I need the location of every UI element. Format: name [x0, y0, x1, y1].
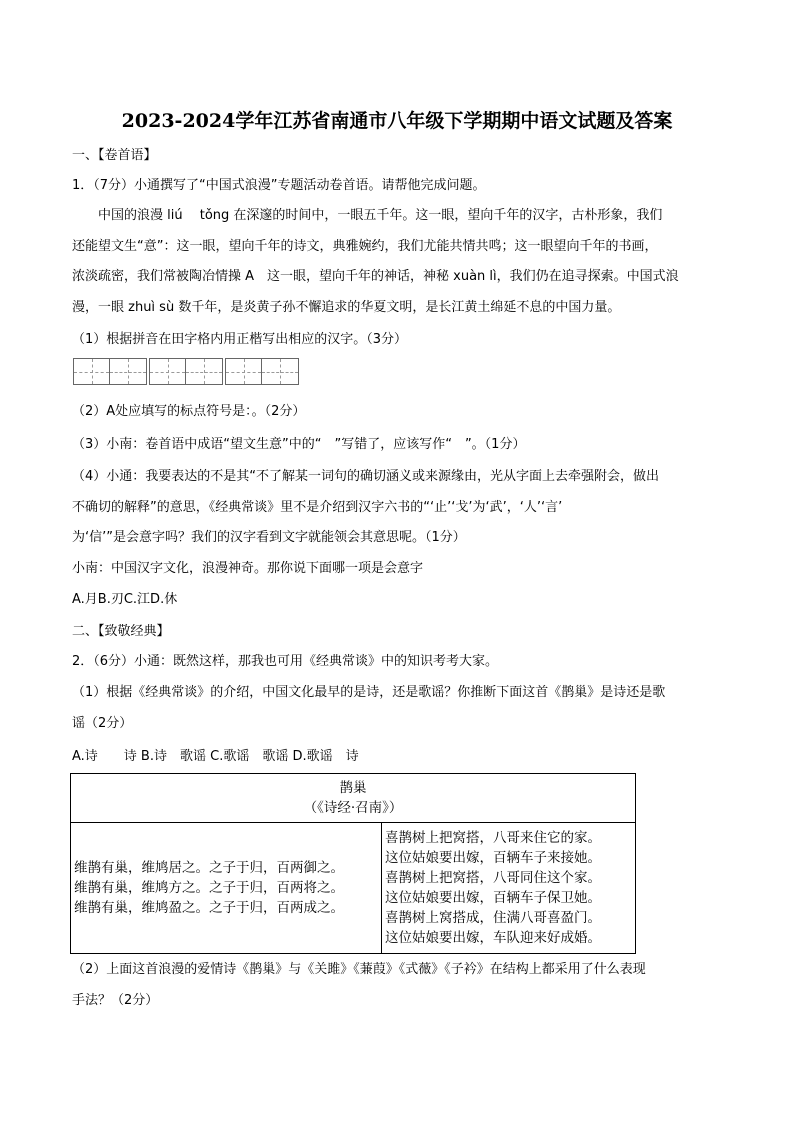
q1-sub4: 为‘信’”是会意字吗？我们的汉字看到文字就能领会其意思呢。（1分）	[72, 530, 466, 545]
poem-original	[71, 823, 382, 954]
section-heading-2: 二、【致敬经典】	[72, 624, 170, 639]
poem-line: 喜鹊树上窝搭成，住满八哥喜盈门。	[385, 910, 601, 926]
poem-line: 这位姑娘要出嫁，百辆车子保卫她。	[385, 890, 601, 906]
question-1-stem: 1．（7分）小通撰写了“中国式浪漫”专题活动卷首语。请帮他完成问题。	[72, 178, 486, 193]
poem-line: 维鹊有巢，维鸠盈之。之子于归，百两成之。	[74, 900, 344, 916]
tianzige-cell[interactable]	[226, 359, 262, 384]
q1-sub2: （2）A处应填写的标点符号是：。（2分）	[72, 404, 306, 419]
tianzige-group	[225, 358, 299, 385]
q2-sub2: 手法？（2分）	[72, 993, 159, 1008]
poem-translation	[382, 823, 636, 954]
tianzige-grid[interactable]	[73, 358, 299, 385]
tianzige-cell[interactable]	[150, 359, 186, 384]
poem-line: 维鹊有巢，维鸠居之。之子于归，百两御之。	[74, 860, 344, 876]
question-2-stem: 2．（6分）小通：既然这样，那我也可用《经典常谈》中的知识考考大家。	[72, 654, 499, 669]
passage-line: 还能望文生“意”：这一眼，望向千年的诗文，典雅婉约，我们尤能共情共鸣；这一眼望向千年的书画，	[72, 239, 658, 254]
passage-line: 漫，一眼 zhuì sù 数千年，是炎黄子孙不懈追求的华夏文明，是长江黄土绵延不息的中国力量。	[72, 300, 621, 315]
poem-line: 喜鹊树上把窝搭，八哥来住它的家。	[385, 830, 601, 846]
q2-sub2: （2）上面这首浪漫的爱情诗《鹊巢》与《关雎》《蒹葭》《式薇》《子衿》在结构上都采用了什么表现	[72, 962, 646, 977]
tianzige-cell[interactable]	[186, 359, 222, 384]
passage-line: 浓淡疏密，我们常被陶冶情操 A 这一眼，望向千年的神话，神秘 xuàn lì，我们仍在追寻探索。中国式浪	[72, 269, 679, 284]
q1-sub4-followup: 小南：中国汉字文化，浪漫神奇。那你说下面哪一项是会意字	[72, 561, 424, 576]
tianzige-group	[149, 358, 223, 385]
poem-title: 鹊巢	[339, 780, 367, 796]
poem-line: 这位姑娘要出嫁，百辆车子来接她。	[385, 850, 601, 866]
q2-options: A.诗 诗 B.诗 歌谣 C.歌谣 歌谣 D.歌谣 诗	[72, 749, 359, 764]
poem-table	[70, 773, 636, 954]
q2-sub1: 谣（2分）	[72, 716, 133, 731]
poem-source: （《诗经·召南》）	[303, 800, 403, 816]
poem-line: 维鹊有巢，维鸠方之。之子于归，百两将之。	[74, 880, 344, 896]
q1-sub3: （3）小南：卷首语中成语“望文生意”中的“ ”写错了，应该写作“ ”。（1分）	[72, 437, 526, 452]
q1-sub1: （1）根据拼音在田字格内用正楷写出相应的汉字。（3分）	[72, 332, 408, 347]
tianzige-cell[interactable]	[74, 359, 110, 384]
tianzige-cell[interactable]	[110, 359, 146, 384]
tianzige-group	[73, 358, 147, 385]
poem-line: 这位姑娘要出嫁，车队迎来好成婚。	[385, 930, 601, 946]
q1-options: A.月B.刃C.江D.休	[72, 592, 178, 607]
section-heading-1: 一、【卷首语】	[72, 148, 157, 163]
q2-sub1: （1）根据《经典常谈》的介绍，中国文化最早的是诗，还是歌谣？你推断下面这首《鹊巢》是诗还是歌	[72, 685, 666, 700]
q1-sub4: （4）小通：我要表达的不是其“不了解某一词句的确切涵义或来源缘由，光从字面上去牵强附会，做出	[72, 469, 660, 484]
tianzige-cell[interactable]	[262, 359, 298, 384]
document-title: 2023-2024学年江苏省南通市八年级下学期期中语文试题及答案	[121, 110, 673, 132]
q1-sub4: 不确切的解释”的意思，《经典常谈》里不是介绍到汉字六书的“‘止’‘戈’为‘武’，‘人’‘言’	[72, 500, 563, 515]
poem-line: 喜鹊树上把窝搭，八哥同住这个家。	[385, 870, 601, 886]
poem-header	[71, 774, 636, 823]
passage-line: 中国的浪漫 liú tǒng 在深邃的时间中，一眼五千年。这一眼，望向千年的汉字，古朴形象，我们	[72, 208, 663, 223]
